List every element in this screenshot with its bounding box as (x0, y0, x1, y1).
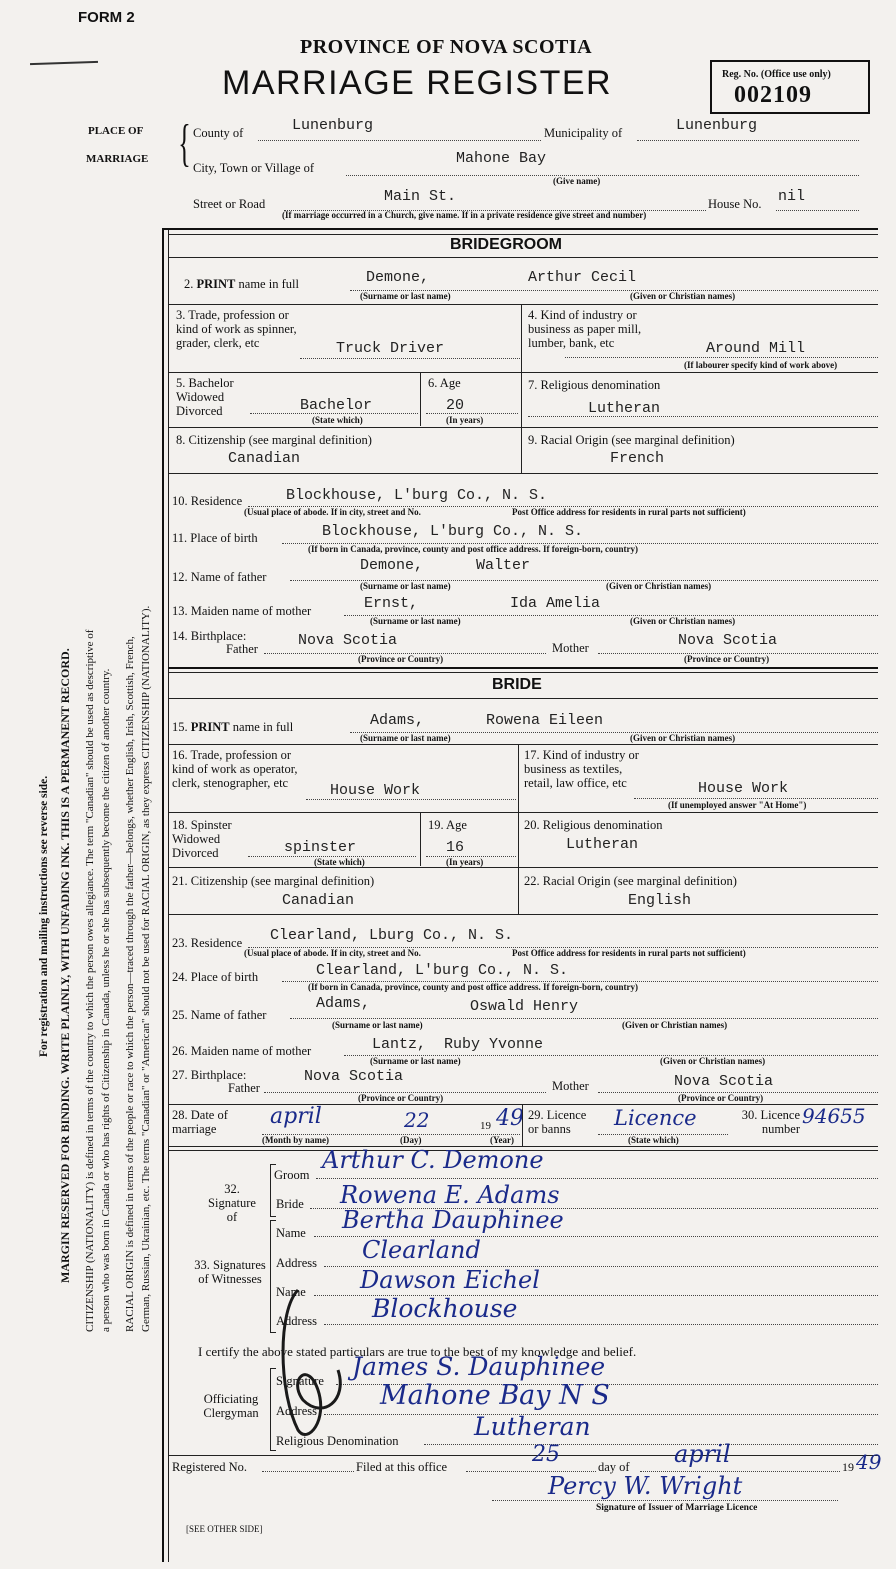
county-value: Lunenburg (292, 117, 374, 134)
bride-father-bp: Nova Scotia (304, 1068, 404, 1085)
res-note-1: (Usual place of abode. If in city, street and No. (244, 507, 421, 517)
denomination-label: Religious Denomination (276, 1434, 399, 1448)
registered-label: Registered No. (172, 1460, 247, 1474)
margin-racial-2: German, Russian, Ukrainian, etc. The terms "Canadian" or "American" should not be used for RACIAL ORIGIN, as they express CITIZENSHIP (NATIONALITY). (140, 605, 152, 1332)
bride-mother-surname: Lantz, (372, 1036, 427, 1053)
city-value: Mahone Bay (456, 150, 547, 167)
groom-signature: Arthur C. Demone (322, 1146, 544, 1174)
f17-note: (If unemployed answer "At Home") (668, 800, 807, 810)
f27-mother-label: Mother (552, 1079, 589, 1093)
groom-age: 20 (446, 397, 465, 414)
f28-label: 28. Date of marriage (172, 1108, 228, 1136)
bride-father-surname: Adams, (316, 995, 371, 1012)
give-name-note: (Give name) (553, 176, 601, 186)
f26-label: 26. Maiden name of mother (172, 1044, 312, 1058)
bride-surname-note: (Surname or last name) (360, 733, 451, 743)
groom-surname-note: (Surname or last name) (360, 291, 451, 301)
f25-given-note: (Given or Christian names) (622, 1020, 728, 1030)
clergy-signature: James S. Dauphinee (352, 1352, 606, 1381)
groom-father-bp: Nova Scotia (298, 632, 398, 649)
f16-label: 16. Trade, profession or kind of work as operator, clerk, stenographer, etc (172, 748, 298, 790)
bride-trade: House Work (330, 782, 421, 799)
bride-racial: English (628, 892, 692, 909)
bride-residence: Clearland, Lburg Co., N. S. (270, 927, 514, 944)
reg-no-value: 002109 (734, 82, 812, 108)
groom-status: Bachelor (300, 397, 373, 414)
f21-label: 21. Citizenship (see marginal definition) (172, 874, 375, 888)
bride-mother-bp: Nova Scotia (674, 1073, 774, 1090)
street-note: (If marriage occurred in a Church, give name. If in a private residence give street and number) (282, 210, 647, 220)
f3-label: 3. Trade, profession or kind of work as spinner, grader, clerk, etc (176, 308, 297, 350)
w1-address-label: Address (276, 1256, 317, 1270)
margin-instructions: For registration and mailing instructions see reverse side. (38, 775, 50, 1057)
reg-no-note: (Office use only) (760, 69, 831, 80)
reg-no-label: Reg. No. (722, 69, 759, 80)
ink-mark (30, 61, 98, 65)
reg-no-box (710, 60, 870, 114)
marriage-year-prefix: 19 (480, 1120, 491, 1132)
f14-mother-label: Mother (552, 641, 589, 655)
f5-label: 5. Bachelor Widowed Divorced (176, 376, 234, 418)
w1-name: Bertha Dauphinee (342, 1206, 564, 1234)
f19-label: 19. Age (428, 818, 467, 832)
f6-label: 6. Age (428, 376, 461, 390)
bride-religion: Lutheran (566, 836, 639, 853)
groom-trade: Truck Driver (336, 340, 445, 357)
w1-name-label: Name (276, 1226, 306, 1240)
issuer-label: Signature of Issuer of Marriage Licence (596, 1503, 758, 1513)
f18-label: 18. Spinster Widowed Divorced (172, 818, 232, 860)
f4-note: (If labourer specify kind of work above) (684, 360, 838, 370)
f12-surname-note: (Surname or last name) (360, 581, 451, 591)
f13-given-note: (Given or Christian names) (630, 616, 736, 626)
bride-in-years: (In years) (446, 857, 484, 867)
f14-father-label: Father (226, 642, 258, 656)
f2-print: PRINT (196, 277, 236, 291)
licence-type: Licence (614, 1106, 697, 1130)
f27-prov-note-2: (Province or Country) (678, 1093, 764, 1103)
licence-state-note: (State which) (628, 1135, 679, 1145)
birth-note-2: (If born in Canada, province, county and post office address. If foreign-born, country) (308, 982, 639, 992)
bride-industry: House Work (698, 780, 789, 797)
street-label: Street or Road (193, 197, 266, 211)
groom-given: Arthur Cecil (528, 269, 637, 286)
bride-citizenship: Canadian (282, 892, 355, 909)
f33-label: 33. Signatures of Witnesses (194, 1258, 266, 1286)
house-label: House No. (708, 197, 762, 211)
f32-label: 32. Signature of (208, 1182, 256, 1224)
f2-num: 2. (184, 277, 194, 291)
f10-label: 10. Residence (172, 494, 243, 508)
bride-status: spinster (284, 839, 357, 856)
f22-label: 22. Racial Origin (see marginal definition) (524, 874, 737, 888)
marriage-year: 49 (496, 1106, 524, 1131)
f26-given-note: (Given or Christian names) (660, 1056, 766, 1066)
bride-given: Rowena Eileen (486, 712, 604, 729)
place-brace: { (178, 115, 191, 172)
margin-citizenship-1: CITIZENSHIP (NATIONALITY) is defined in terms of the country to which the person owes allegiance. The term "Canadian" should be used as descriptive of (84, 629, 96, 1332)
see-other-side: [SEE OTHER SIDE] (186, 1524, 263, 1534)
w2-name: Dawson Eichel (360, 1266, 540, 1294)
w2-name-label: Name (276, 1285, 306, 1299)
frame-left-outer (162, 228, 164, 1562)
w2-address-label: Address (276, 1314, 317, 1328)
clergy-label: Officiating Clergyman (203, 1392, 259, 1420)
bride-given-note: (Given or Christian names) (630, 733, 736, 743)
f12-given-note: (Given or Christian names) (606, 581, 712, 591)
bride-birthplace: Clearland, L'burg Co., N. S. (316, 962, 569, 979)
bride-heading: BRIDE (492, 676, 542, 693)
bride-mother-given: Ruby Yvonne (444, 1036, 544, 1053)
filed-year-prefix: 19 (842, 1460, 854, 1474)
clergy-address-label: Address (276, 1404, 317, 1418)
f14-prov-note-2: (Province or Country) (684, 654, 770, 664)
groom-citizenship: Canadian (228, 450, 301, 467)
margin-citizenship-2: a person who was born in Canada or who has rights of Citizenship in Canada, unless he or she has subsequently become the citizen of another country. (100, 668, 112, 1332)
f9-label: 9. Racial Origin (see marginal definition) (528, 433, 735, 447)
bride-father-given: Oswald Henry (470, 998, 579, 1015)
f15-print: PRINT (190, 720, 230, 734)
f26-surname-note: (Surname or last name) (370, 1056, 461, 1066)
street-value: Main St. (384, 188, 457, 205)
groom-mother-given: Ida Amelia (510, 595, 601, 612)
f11-label: 11. Place of birth (172, 531, 258, 545)
month-note: (Month by name) (262, 1135, 329, 1145)
f20-label: 20. Religious denomination (524, 818, 663, 832)
marriage-day: 22 (404, 1108, 430, 1132)
place-of-label: PLACE OF (88, 125, 144, 137)
clergy-denomination: Lutheran (474, 1412, 591, 1441)
f12-label: 12. Name of father (172, 570, 267, 584)
bride-state-which: (State which) (314, 857, 365, 867)
bride-signature: Rowena E. Adams (340, 1181, 560, 1209)
res-note-2: Post Office address for residents in rural parts not sufficient) (512, 507, 746, 517)
day-of-label: day of (598, 1460, 630, 1474)
groom-father-surname: Demone, (360, 557, 424, 574)
marriage-label: MARRIAGE (86, 153, 149, 165)
birth-note: (If born in Canada, province, county and post office address. If foreign-born, country) (308, 544, 639, 554)
licence-number: 94655 (802, 1104, 866, 1128)
municipality-label: Municipality of (544, 126, 623, 140)
groom-racial: French (610, 450, 665, 467)
groom-mother-bp: Nova Scotia (678, 632, 778, 649)
signature-flourish (268, 1270, 358, 1450)
margin-binding: MARGIN RESERVED FOR BINDING. WRITE PLAINLY, WITH UNFADING INK. THIS IS A PERMANENT RECORD. (58, 648, 72, 1283)
f15-label: name in full (232, 720, 294, 734)
groom-given-note: (Given or Christian names) (630, 291, 736, 301)
bride-surname: Adams, (370, 712, 425, 729)
f8-label: 8. Citizenship (see marginal definition) (176, 433, 372, 447)
groom-birthplace: Blockhouse, L'burg Co., N. S. (322, 523, 584, 540)
f13-surname-note: (Surname or last name) (370, 616, 461, 626)
groom-sig-label: Groom (274, 1168, 310, 1182)
filed-label: Filed at this office (356, 1460, 448, 1474)
f14-label: 14. Birthplace: (172, 629, 247, 643)
frame-left-inner (168, 228, 169, 1562)
page-title: MARRIAGE REGISTER (222, 64, 613, 102)
issuer-signature: Percy W. Wright (548, 1472, 743, 1500)
bridegroom-heading: BRIDEGROOM (450, 236, 562, 253)
f4-label: 4. Kind of industry or business as paper mill, lumber, bank, etc (528, 308, 642, 350)
county-label: County of (193, 126, 244, 140)
res-note-3: (Usual place of abode. If in city, street and No. (244, 948, 421, 958)
province-heading: PROVINCE OF NOVA SCOTIA (300, 36, 593, 58)
groom-mother-surname: Ernst, (364, 595, 419, 612)
f27-prov-note-1: (Province or Country) (358, 1093, 444, 1103)
f14-prov-note-1: (Province or Country) (358, 654, 444, 664)
f17-label: 17. Kind of industry or business as textiles, retail, law office, etc (524, 748, 639, 790)
city-label: City, Town or Village of (193, 161, 315, 175)
year-note: (Year) (490, 1135, 514, 1145)
f25-surname-note: (Surname or last name) (332, 1020, 423, 1030)
w1-address: Clearland (362, 1236, 481, 1264)
f27-label: 27. Birthplace: (172, 1068, 247, 1082)
groom-in-years: (In years) (446, 415, 484, 425)
groom-state-which: (State which) (312, 415, 363, 425)
f13-label: 13. Maiden name of mother (172, 604, 312, 618)
filed-day: 25 (532, 1442, 560, 1467)
f2-label: name in full (238, 277, 299, 291)
f27-father-label: Father (228, 1081, 260, 1095)
bride-sig-label: Bride (276, 1197, 304, 1211)
marriage-month: april (270, 1104, 322, 1129)
f29-label: 29. Licence or banns (528, 1108, 587, 1136)
groom-residence: Blockhouse, L'burg Co., N. S. (286, 487, 548, 504)
f30-label: 30. Licence number (741, 1108, 800, 1136)
filed-month: april (674, 1440, 731, 1468)
groom-surname: Demone, (366, 269, 430, 286)
groom-religion: Lutheran (588, 400, 661, 417)
groom-industry: Around Mill (706, 340, 806, 357)
margin-racial-1: RACIAL ORIGIN is defined in terms of the people or race to which the person—traced through the father—belongs, whether English, Irish, Scottish, French, (124, 636, 136, 1332)
bride-age: 16 (446, 839, 465, 856)
res-note-4: Post Office address for residents in rural parts not sufficient) (512, 948, 746, 958)
f24-label: 24. Place of birth (172, 970, 259, 984)
day-note: (Day) (400, 1135, 422, 1145)
w2-address: Blockhouse (372, 1294, 518, 1323)
certify-statement: I certify the above stated particulars are true to the best of my knowledge and belief. (198, 1344, 637, 1359)
clergy-address: Mahone Bay N S (380, 1380, 610, 1411)
filed-year: 49 (856, 1450, 882, 1474)
clergy-signature-label: Signature (276, 1374, 324, 1388)
f23-label: 23. Residence (172, 936, 243, 950)
house-value: nil (778, 188, 806, 205)
f25-label: 25. Name of father (172, 1008, 267, 1022)
groom-father-given: Walter (476, 557, 531, 574)
municipality-value: Lunenburg (676, 117, 758, 134)
frame-top (162, 228, 878, 230)
f7-label: 7. Religious denomination (528, 378, 661, 392)
f15-num: 15. (172, 720, 188, 734)
form-number: FORM 2 (78, 9, 135, 26)
